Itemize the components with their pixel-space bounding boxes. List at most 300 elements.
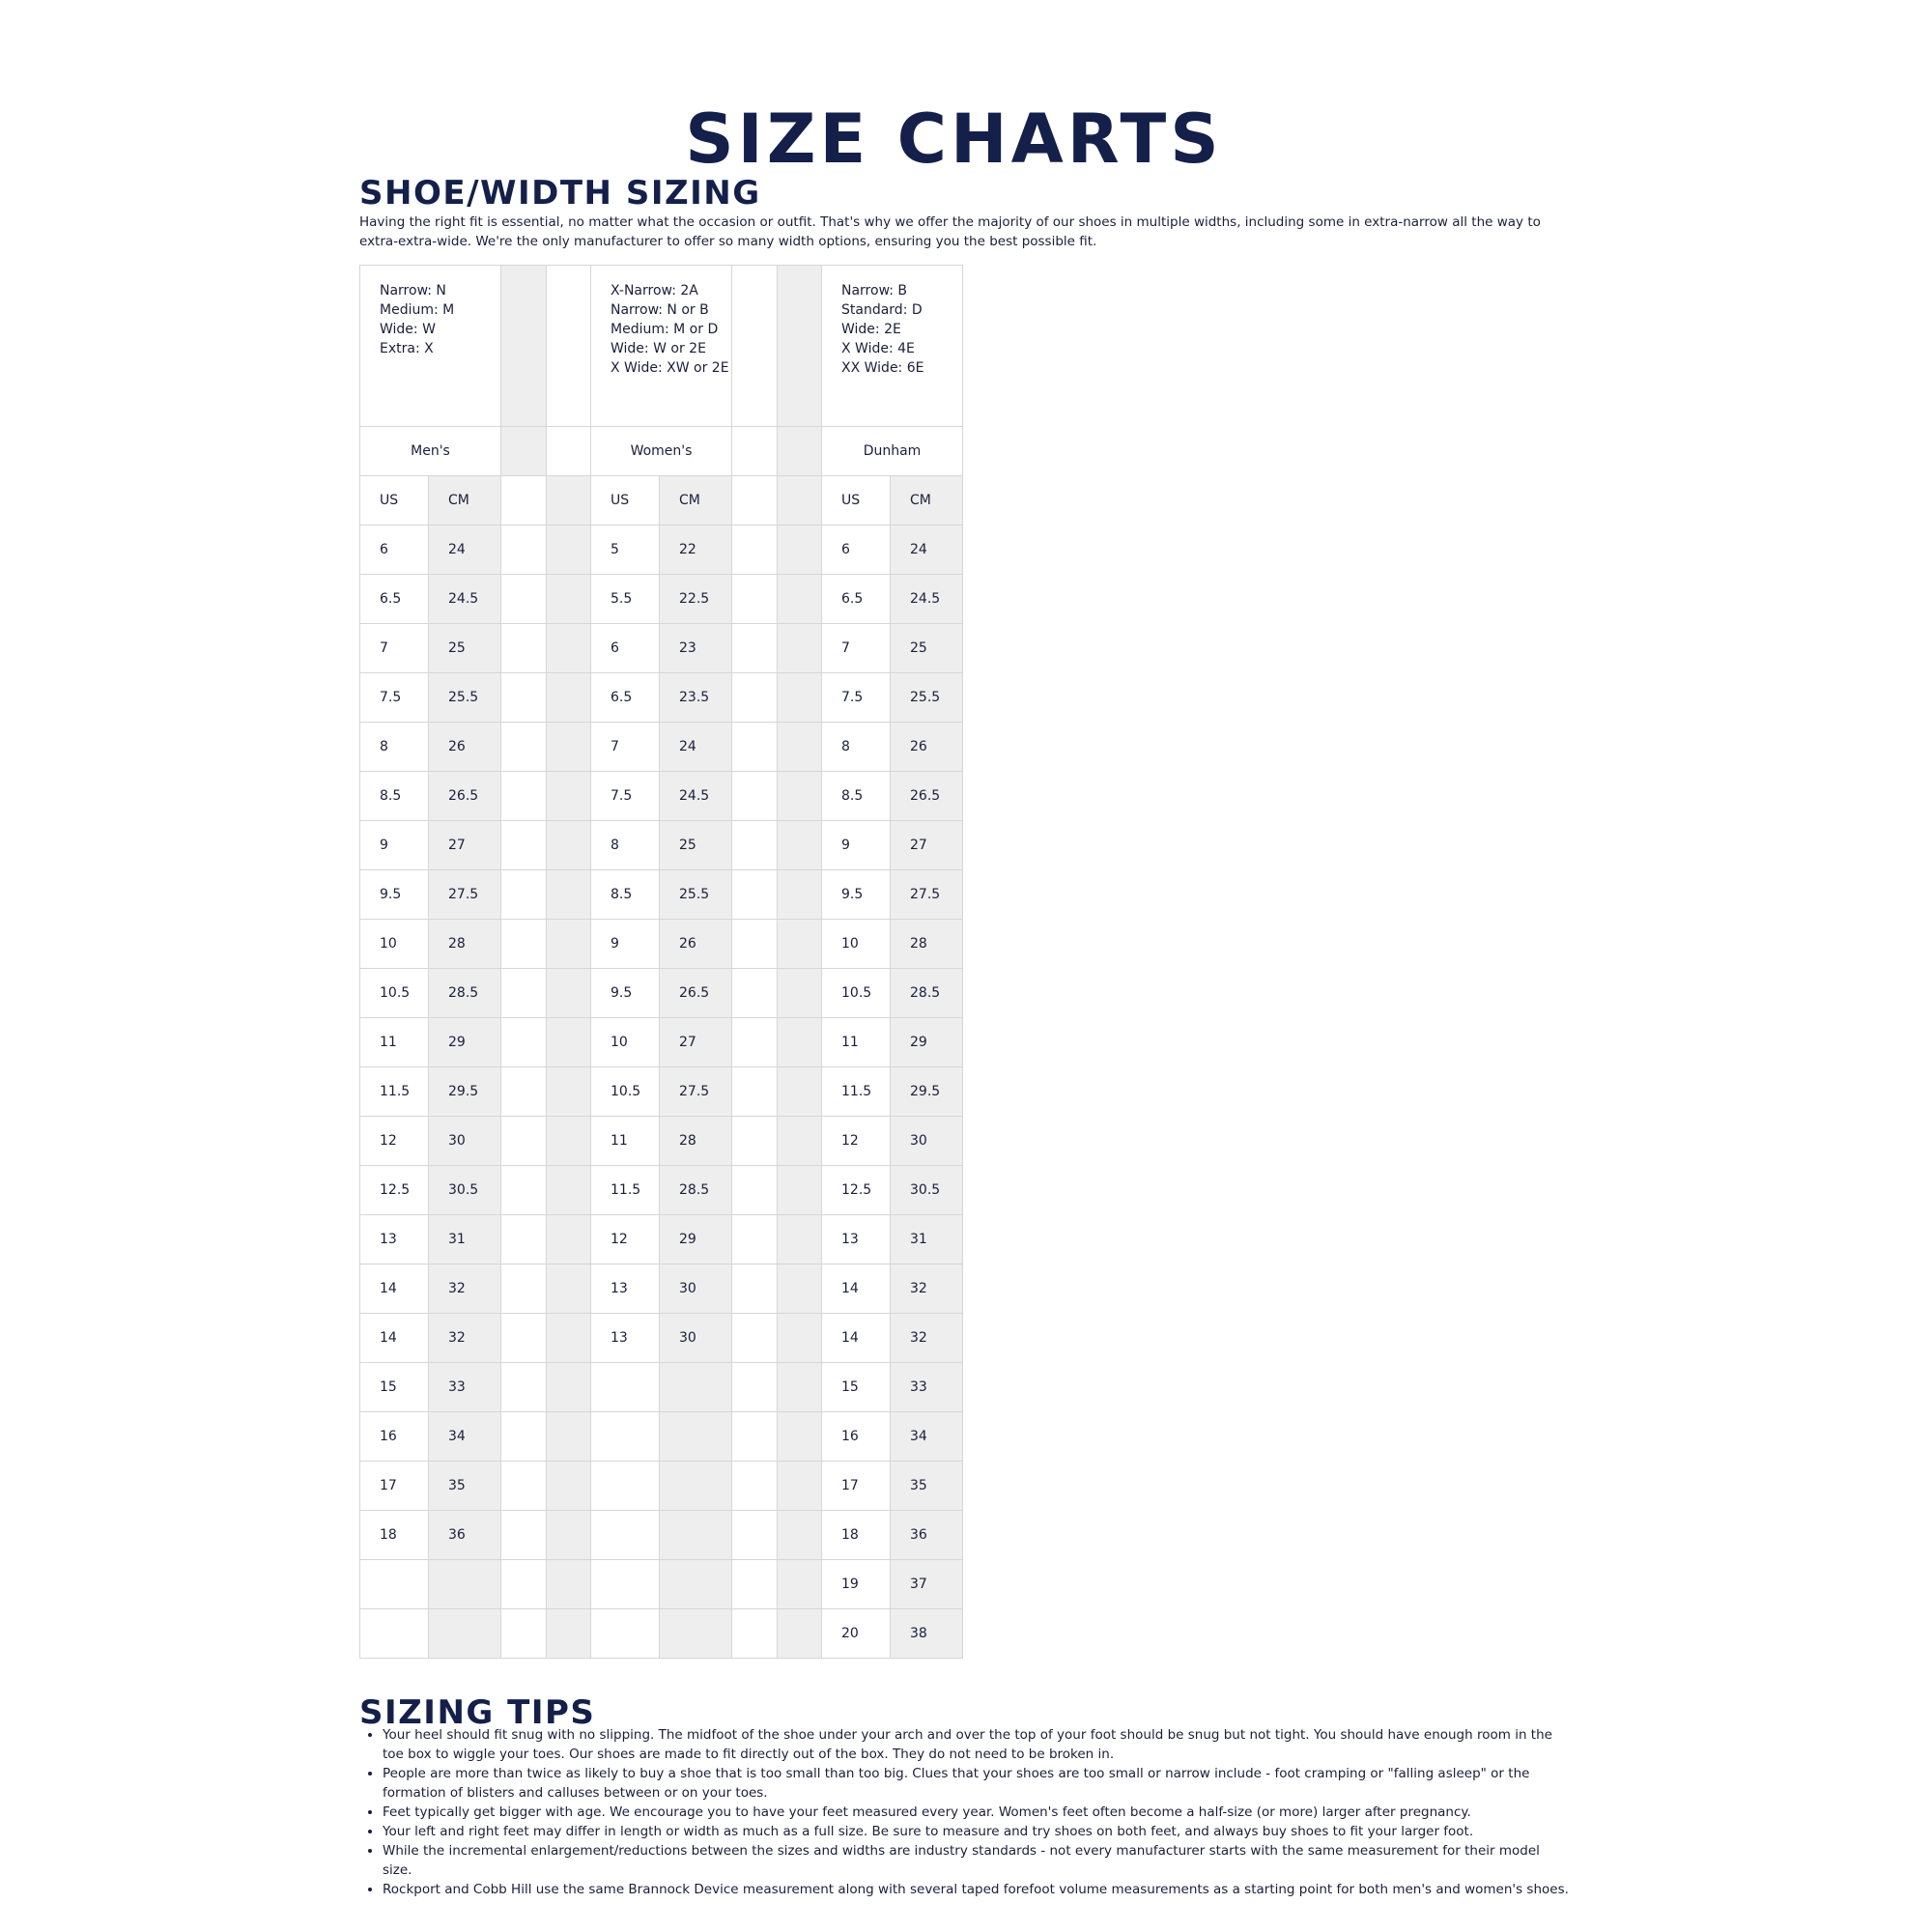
womens-cm-cell: 24 bbox=[660, 723, 732, 772]
spacer-cell bbox=[501, 1560, 547, 1609]
size-row bbox=[360, 1264, 963, 1314]
spacer-cell bbox=[732, 821, 778, 870]
size-row bbox=[360, 1215, 963, 1264]
spacer-cell bbox=[732, 1462, 778, 1511]
dunham-cm-cell: 32 bbox=[891, 1264, 963, 1314]
size-row bbox=[360, 969, 963, 1018]
womens-cm-cell: 29 bbox=[660, 1215, 732, 1264]
spacer-cell bbox=[501, 969, 547, 1018]
mens-cm-cell: 24.5 bbox=[429, 575, 501, 624]
spacer-cell bbox=[501, 1117, 547, 1166]
size-row bbox=[360, 1560, 963, 1609]
womens-us-cell bbox=[591, 1412, 660, 1462]
mens-cm-cell: 26.5 bbox=[429, 772, 501, 821]
dunham-us-cell: 12 bbox=[822, 1117, 891, 1166]
spacer-cell bbox=[732, 1560, 778, 1609]
dunham-cm-cell: 32 bbox=[891, 1314, 963, 1363]
spacer-cell bbox=[732, 1067, 778, 1117]
width-notes-row bbox=[360, 266, 963, 427]
sizing-tips-heading: SIZING TIPS bbox=[359, 1693, 596, 1732]
dunham-cm-cell: 27.5 bbox=[891, 870, 963, 920]
spacer-cell bbox=[778, 427, 822, 476]
dunham-width-note: Wide: 2E bbox=[841, 322, 901, 337]
spacer-cell bbox=[732, 1363, 778, 1412]
spacer-cell bbox=[778, 969, 822, 1018]
dunham-cm-cell: 30.5 bbox=[891, 1166, 963, 1215]
spacer-cell bbox=[501, 1264, 547, 1314]
dunham-width-notes bbox=[822, 266, 963, 427]
womens-cm-cell bbox=[660, 1462, 732, 1511]
mens-cm-cell: 27.5 bbox=[429, 870, 501, 920]
spacer-cell bbox=[547, 1511, 591, 1560]
womens-us-cell: 13 bbox=[591, 1264, 660, 1314]
spacer-cell bbox=[778, 673, 822, 723]
dunham-cm-cell: 27 bbox=[891, 821, 963, 870]
spacer-cell bbox=[547, 526, 591, 575]
spacer-cell bbox=[732, 920, 778, 969]
womens-cm-cell: 23.5 bbox=[660, 673, 732, 723]
womens-width-note: Narrow: N or B bbox=[611, 302, 709, 318]
spacer-cell bbox=[778, 1215, 822, 1264]
mens-us-cell: 7.5 bbox=[360, 673, 429, 723]
dunham-cm-cell: 25 bbox=[891, 624, 963, 673]
spacer-cell bbox=[778, 1363, 822, 1412]
spacer-cell bbox=[778, 1067, 822, 1117]
dunham-cm-cell: 24.5 bbox=[891, 575, 963, 624]
spacer-cell bbox=[547, 969, 591, 1018]
size-row bbox=[360, 624, 963, 673]
dunham-us-cell: 6.5 bbox=[822, 575, 891, 624]
size-row bbox=[360, 1117, 963, 1166]
size-row bbox=[360, 1609, 963, 1659]
womens-cm-cell: 27.5 bbox=[660, 1067, 732, 1117]
womens-cm-cell: 24.5 bbox=[660, 772, 732, 821]
dunham-us-cell: 14 bbox=[822, 1264, 891, 1314]
mens-group-label: Men's bbox=[360, 427, 501, 476]
spacer-cell bbox=[547, 1018, 591, 1067]
womens-us-header: US bbox=[591, 476, 660, 526]
womens-cm-cell: 25 bbox=[660, 821, 732, 870]
spacer-cell bbox=[547, 1117, 591, 1166]
dunham-us-cell: 7 bbox=[822, 624, 891, 673]
mens-width-notes bbox=[360, 266, 501, 427]
mens-us-cell: 10.5 bbox=[360, 969, 429, 1018]
spacer-cell bbox=[732, 1264, 778, 1314]
size-row bbox=[360, 526, 963, 575]
spacer-cell bbox=[778, 723, 822, 772]
mens-cm-cell: 27 bbox=[429, 821, 501, 870]
size-row bbox=[360, 575, 963, 624]
dunham-cm-cell: 29 bbox=[891, 1018, 963, 1067]
spacer-cell bbox=[501, 526, 547, 575]
dunham-us-cell: 13 bbox=[822, 1215, 891, 1264]
womens-cm-cell: 22.5 bbox=[660, 575, 732, 624]
womens-us-cell: 12 bbox=[591, 1215, 660, 1264]
spacer-cell bbox=[547, 624, 591, 673]
spacer-cell bbox=[732, 772, 778, 821]
page-title: SIZE CHARTS bbox=[685, 99, 1223, 179]
size-row bbox=[360, 723, 963, 772]
spacer-cell bbox=[547, 1363, 591, 1412]
dunham-us-cell: 8.5 bbox=[822, 772, 891, 821]
spacer-cell bbox=[501, 1511, 547, 1560]
mens-us-header: US bbox=[360, 476, 429, 526]
spacer-cell bbox=[501, 920, 547, 969]
spacer-cell bbox=[778, 1412, 822, 1462]
spacer-cell bbox=[501, 575, 547, 624]
womens-cm-cell bbox=[660, 1609, 732, 1659]
womens-us-cell: 8.5 bbox=[591, 870, 660, 920]
spacer-cell bbox=[778, 870, 822, 920]
mens-cm-cell: 33 bbox=[429, 1363, 501, 1412]
sizing-tip: • People are more than twice as likely to buy a shoe that is too small than too big. Clues that your shoes are too small or narrow include - foot cramping or "falling asleep" or the formation of blisters and calluses between or on your toes. bbox=[383, 1764, 1571, 1803]
womens-cm-cell: 25.5 bbox=[660, 870, 732, 920]
womens-us-cell: 10 bbox=[591, 1018, 660, 1067]
dunham-us-cell: 9 bbox=[822, 821, 891, 870]
spacer-cell bbox=[547, 920, 591, 969]
spacer-cell bbox=[778, 1462, 822, 1511]
spacer-cell bbox=[501, 1462, 547, 1511]
size-row bbox=[360, 1166, 963, 1215]
dunham-cm-cell: 35 bbox=[891, 1462, 963, 1511]
spacer-cell bbox=[778, 575, 822, 624]
womens-us-cell: 11 bbox=[591, 1117, 660, 1166]
womens-width-notes bbox=[591, 266, 732, 427]
spacer-cell bbox=[547, 870, 591, 920]
spacer-cell bbox=[732, 1117, 778, 1166]
mens-cm-cell: 29.5 bbox=[429, 1067, 501, 1117]
sizing-tip: • Rockport and Cobb Hill use the same Brannock Device measurement along with several taped forefoot volume measurements as a starting point for both men's and women's shoes. bbox=[383, 1880, 1571, 1899]
spacer-cell bbox=[501, 1363, 547, 1412]
mens-cm-cell: 29 bbox=[429, 1018, 501, 1067]
womens-group-label: Women's bbox=[591, 427, 732, 476]
womens-us-cell: 5.5 bbox=[591, 575, 660, 624]
womens-cm-cell: 23 bbox=[660, 624, 732, 673]
size-row bbox=[360, 772, 963, 821]
spacer-cell bbox=[732, 1215, 778, 1264]
mens-us-cell: 8.5 bbox=[360, 772, 429, 821]
dunham-us-cell: 19 bbox=[822, 1560, 891, 1609]
dunham-us-cell: 18 bbox=[822, 1511, 891, 1560]
spacer-cell bbox=[547, 1067, 591, 1117]
womens-width-note: X-Narrow: 2A bbox=[611, 283, 698, 298]
spacer-cell bbox=[547, 1314, 591, 1363]
mens-us-cell bbox=[360, 1609, 429, 1659]
size-row bbox=[360, 1363, 963, 1412]
spacer-cell bbox=[778, 1609, 822, 1659]
dunham-us-cell: 10 bbox=[822, 920, 891, 969]
spacer-cell bbox=[732, 575, 778, 624]
dunham-us-cell: 6 bbox=[822, 526, 891, 575]
spacer-cell bbox=[501, 821, 547, 870]
mens-us-cell: 14 bbox=[360, 1314, 429, 1363]
womens-cm-cell bbox=[660, 1511, 732, 1560]
dunham-us-cell: 15 bbox=[822, 1363, 891, 1412]
womens-us-cell: 13 bbox=[591, 1314, 660, 1363]
mens-cm-header: CM bbox=[429, 476, 501, 526]
mens-cm-cell bbox=[429, 1609, 501, 1659]
spacer-cell bbox=[778, 526, 822, 575]
dunham-cm-cell: 29.5 bbox=[891, 1067, 963, 1117]
dunham-cm-cell: 30 bbox=[891, 1117, 963, 1166]
womens-us-cell: 5 bbox=[591, 526, 660, 575]
spacer-cell bbox=[778, 1117, 822, 1166]
womens-us-cell: 8 bbox=[591, 821, 660, 870]
spacer-cell bbox=[547, 1264, 591, 1314]
dunham-us-cell: 8 bbox=[822, 723, 891, 772]
dunham-us-header: US bbox=[822, 476, 891, 526]
dunham-cm-cell: 31 bbox=[891, 1215, 963, 1264]
dunham-cm-header: CM bbox=[891, 476, 963, 526]
spacer-cell bbox=[501, 1018, 547, 1067]
sizing-tips-list bbox=[359, 1725, 1571, 1899]
dunham-cm-cell: 26.5 bbox=[891, 772, 963, 821]
womens-us-cell: 6 bbox=[591, 624, 660, 673]
dunham-cm-cell: 24 bbox=[891, 526, 963, 575]
womens-us-cell bbox=[591, 1609, 660, 1659]
womens-cm-cell: 30 bbox=[660, 1264, 732, 1314]
womens-us-cell: 9.5 bbox=[591, 969, 660, 1018]
spacer-cell bbox=[547, 772, 591, 821]
mens-cm-cell: 26 bbox=[429, 723, 501, 772]
spacer-cell bbox=[547, 1412, 591, 1462]
mens-cm-cell: 36 bbox=[429, 1511, 501, 1560]
spacer-cell bbox=[501, 673, 547, 723]
spacer-cell bbox=[547, 575, 591, 624]
mens-us-cell: 12 bbox=[360, 1117, 429, 1166]
spacer-cell bbox=[501, 1314, 547, 1363]
group-header-row bbox=[360, 427, 963, 476]
spacer-cell bbox=[501, 723, 547, 772]
spacer-cell bbox=[547, 1462, 591, 1511]
mens-us-cell: 13 bbox=[360, 1215, 429, 1264]
womens-us-cell: 7.5 bbox=[591, 772, 660, 821]
mens-cm-cell: 24 bbox=[429, 526, 501, 575]
womens-us-cell bbox=[591, 1511, 660, 1560]
mens-us-cell: 11 bbox=[360, 1018, 429, 1067]
dunham-cm-cell: 34 bbox=[891, 1412, 963, 1462]
spacer-cell bbox=[501, 1412, 547, 1462]
dunham-us-cell: 7.5 bbox=[822, 673, 891, 723]
size-row bbox=[360, 870, 963, 920]
spacer-cell bbox=[547, 266, 591, 427]
womens-cm-cell bbox=[660, 1560, 732, 1609]
mens-cm-cell: 30.5 bbox=[429, 1166, 501, 1215]
mens-us-cell: 10 bbox=[360, 920, 429, 969]
sizing-tip: • Your left and right feet may differ in length or width as much as a full size. Be sure to measure and try shoes on both feet, and always buy shoes to fit your larger foot. bbox=[383, 1822, 1571, 1841]
dunham-us-cell: 14 bbox=[822, 1314, 891, 1363]
womens-us-cell bbox=[591, 1363, 660, 1412]
spacer-cell bbox=[778, 1560, 822, 1609]
spacer-cell bbox=[732, 1018, 778, 1067]
mens-us-cell: 7 bbox=[360, 624, 429, 673]
womens-cm-cell: 28 bbox=[660, 1117, 732, 1166]
dunham-us-cell: 10.5 bbox=[822, 969, 891, 1018]
spacer-cell bbox=[732, 1314, 778, 1363]
spacer-cell bbox=[547, 723, 591, 772]
womens-cm-cell: 28.5 bbox=[660, 1166, 732, 1215]
size-row bbox=[360, 1018, 963, 1067]
spacer-cell bbox=[778, 1511, 822, 1560]
mens-us-cell: 18 bbox=[360, 1511, 429, 1560]
mens-cm-cell: 34 bbox=[429, 1412, 501, 1462]
spacer-cell bbox=[547, 1166, 591, 1215]
mens-us-cell: 9 bbox=[360, 821, 429, 870]
womens-cm-cell: 27 bbox=[660, 1018, 732, 1067]
mens-cm-cell: 28 bbox=[429, 920, 501, 969]
spacer-cell bbox=[778, 1314, 822, 1363]
mens-us-cell: 12.5 bbox=[360, 1166, 429, 1215]
womens-width-note: Wide: W or 2E bbox=[611, 341, 706, 356]
dunham-us-cell: 9.5 bbox=[822, 870, 891, 920]
spacer-cell bbox=[732, 1511, 778, 1560]
spacer-cell bbox=[547, 427, 591, 476]
mens-us-cell: 6.5 bbox=[360, 575, 429, 624]
spacer-cell bbox=[778, 920, 822, 969]
dunham-us-cell: 12.5 bbox=[822, 1166, 891, 1215]
spacer-cell bbox=[732, 266, 778, 427]
dunham-cm-cell: 33 bbox=[891, 1363, 963, 1412]
mens-cm-cell: 28.5 bbox=[429, 969, 501, 1018]
mens-us-cell: 8 bbox=[360, 723, 429, 772]
size-row bbox=[360, 1462, 963, 1511]
mens-us-cell: 9.5 bbox=[360, 870, 429, 920]
spacer-cell bbox=[778, 1018, 822, 1067]
sizing-tip: • Your heel should fit snug with no slipping. The midfoot of the shoe under your arch and over the top of your foot should be snug but not tight. You should have enough room in the toe box to wiggle your toes. Our shoes are made to fit directly out of the box. They do not need to be broken in. bbox=[383, 1725, 1571, 1764]
dunham-cm-cell: 38 bbox=[891, 1609, 963, 1659]
dunham-cm-cell: 36 bbox=[891, 1511, 963, 1560]
spacer-cell bbox=[501, 624, 547, 673]
spacer-cell bbox=[501, 870, 547, 920]
mens-us-cell: 6 bbox=[360, 526, 429, 575]
womens-us-cell bbox=[591, 1462, 660, 1511]
size-row bbox=[360, 821, 963, 870]
spacer-cell bbox=[547, 1609, 591, 1659]
mens-us-cell: 11.5 bbox=[360, 1067, 429, 1117]
mens-width-note: Extra: X bbox=[380, 341, 434, 356]
womens-cm-cell: 26.5 bbox=[660, 969, 732, 1018]
size-row bbox=[360, 1412, 963, 1462]
spacer-cell bbox=[547, 476, 591, 526]
dunham-width-note: Standard: D bbox=[841, 302, 923, 318]
spacer-cell bbox=[732, 624, 778, 673]
spacer-cell bbox=[732, 1412, 778, 1462]
mens-us-cell: 15 bbox=[360, 1363, 429, 1412]
column-header-row bbox=[360, 476, 963, 526]
spacer-cell bbox=[547, 1560, 591, 1609]
spacer-cell bbox=[732, 870, 778, 920]
mens-cm-cell: 30 bbox=[429, 1117, 501, 1166]
dunham-width-note: Narrow: B bbox=[841, 283, 908, 298]
mens-us-cell bbox=[360, 1560, 429, 1609]
spacer-cell bbox=[547, 673, 591, 723]
womens-us-cell: 11.5 bbox=[591, 1166, 660, 1215]
womens-cm-cell bbox=[660, 1412, 732, 1462]
size-row bbox=[360, 673, 963, 723]
dunham-cm-cell: 25.5 bbox=[891, 673, 963, 723]
spacer-cell bbox=[732, 1166, 778, 1215]
spacer-cell bbox=[778, 624, 822, 673]
dunham-cm-cell: 37 bbox=[891, 1560, 963, 1609]
spacer-cell bbox=[732, 427, 778, 476]
sizing-tip: • Feet typically get bigger with age. We encourage you to have your feet measured every year. Women's feet often become a half-size (or more) larger after pregnancy. bbox=[383, 1803, 1571, 1822]
spacer-cell bbox=[732, 723, 778, 772]
dunham-width-note: XX Wide: 6E bbox=[841, 360, 924, 376]
mens-width-note: Wide: W bbox=[380, 322, 436, 337]
spacer-cell bbox=[501, 1166, 547, 1215]
size-row bbox=[360, 1511, 963, 1560]
size-row bbox=[360, 1314, 963, 1363]
mens-cm-cell: 32 bbox=[429, 1314, 501, 1363]
spacer-cell bbox=[501, 772, 547, 821]
size-row bbox=[360, 1067, 963, 1117]
mens-width-note: Narrow: N bbox=[380, 283, 446, 298]
spacer-cell bbox=[778, 1264, 822, 1314]
womens-cm-cell: 30 bbox=[660, 1314, 732, 1363]
shoe-width-intro: Having the right fit is essential, no matter what the occasion or outfit. That's why we offer the majority of our shoes in multiple widths, including some in extra-narrow all the way to extra-extra-wide. We're the only manufacturer to offer so many width options, ensuring you the best possible fit. bbox=[359, 214, 1541, 249]
mens-us-cell: 16 bbox=[360, 1412, 429, 1462]
spacer-cell bbox=[547, 1215, 591, 1264]
womens-cm-cell bbox=[660, 1363, 732, 1412]
dunham-us-cell: 20 bbox=[822, 1609, 891, 1659]
mens-us-cell: 17 bbox=[360, 1462, 429, 1511]
womens-us-cell: 9 bbox=[591, 920, 660, 969]
mens-cm-cell: 25.5 bbox=[429, 673, 501, 723]
dunham-cm-cell: 26 bbox=[891, 723, 963, 772]
dunham-us-cell: 11.5 bbox=[822, 1067, 891, 1117]
spacer-cell bbox=[778, 476, 822, 526]
spacer-cell bbox=[501, 1067, 547, 1117]
sizing-tip: • While the incremental enlargement/reductions between the sizes and widths are industry standards - not every manufacturer starts with the same measurement for their model size. bbox=[383, 1841, 1571, 1880]
womens-us-cell: 6.5 bbox=[591, 673, 660, 723]
spacer-cell bbox=[778, 266, 822, 427]
spacer-cell bbox=[501, 1609, 547, 1659]
spacer-cell bbox=[501, 476, 547, 526]
womens-us-cell bbox=[591, 1560, 660, 1609]
dunham-cm-cell: 28.5 bbox=[891, 969, 963, 1018]
spacer-cell bbox=[501, 1215, 547, 1264]
spacer-cell bbox=[501, 266, 547, 427]
spacer-cell bbox=[732, 526, 778, 575]
womens-cm-cell: 22 bbox=[660, 526, 732, 575]
shoe-width-sizing-heading: SHOE/WIDTH SIZING bbox=[359, 174, 761, 213]
womens-us-cell: 7 bbox=[591, 723, 660, 772]
spacer-cell bbox=[732, 476, 778, 526]
spacer-cell bbox=[778, 821, 822, 870]
spacer-cell bbox=[547, 821, 591, 870]
mens-cm-cell: 25 bbox=[429, 624, 501, 673]
size-chart-table bbox=[359, 265, 963, 1659]
mens-cm-cell: 31 bbox=[429, 1215, 501, 1264]
dunham-us-cell: 16 bbox=[822, 1412, 891, 1462]
spacer-cell bbox=[778, 1166, 822, 1215]
spacer-cell bbox=[732, 969, 778, 1018]
mens-cm-cell bbox=[429, 1560, 501, 1609]
mens-cm-cell: 35 bbox=[429, 1462, 501, 1511]
womens-width-note: Medium: M or D bbox=[611, 322, 719, 337]
mens-cm-cell: 32 bbox=[429, 1264, 501, 1314]
size-row bbox=[360, 920, 963, 969]
spacer-cell bbox=[732, 1609, 778, 1659]
womens-width-note: X Wide: XW or 2E bbox=[611, 360, 729, 376]
dunham-us-cell: 11 bbox=[822, 1018, 891, 1067]
womens-us-cell: 10.5 bbox=[591, 1067, 660, 1117]
dunham-width-note: X Wide: 4E bbox=[841, 341, 915, 356]
womens-cm-header: CM bbox=[660, 476, 732, 526]
dunham-cm-cell: 28 bbox=[891, 920, 963, 969]
dunham-us-cell: 17 bbox=[822, 1462, 891, 1511]
spacer-cell bbox=[732, 673, 778, 723]
